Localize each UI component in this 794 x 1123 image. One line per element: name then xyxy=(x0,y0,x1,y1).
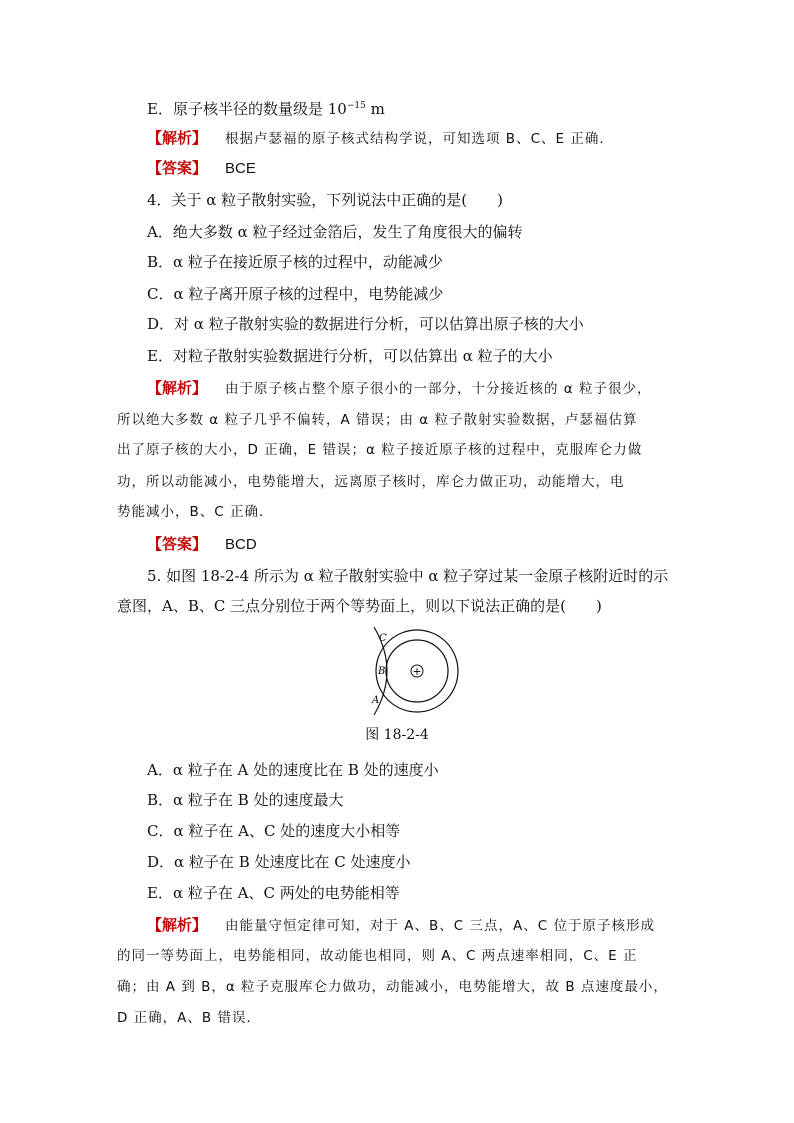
label-c: C xyxy=(379,633,387,644)
q4-option-a: A．绝大多数 α 粒子经过金箔后，发生了角度很大的偏转 xyxy=(147,223,523,241)
q4-option-e: E．对粒子散射实验数据进行分析，可以估算出 α 粒子的大小 xyxy=(147,347,553,365)
q3-analysis xyxy=(147,128,605,149)
answer-value: BCD xyxy=(225,536,257,553)
answer-tag: 【答案】 xyxy=(147,535,208,553)
q5-analysis-line-2: 的同一等势面上，电势能相同，故动能也相同，则 A、C 两点速率相同，C、E 正 xyxy=(117,948,638,964)
q5-analysis-line-3: 确；由 A 到 B，α 粒子克服库仑力做功，动能减小，电势能增大，故 B 点速度最小， xyxy=(117,979,668,995)
nucleus-sign: + xyxy=(412,665,422,678)
q3-option-e: E．原子核半径的数量级是 $10^{-15}$ m xyxy=(147,100,385,118)
q4-analysis-line-3: 出了原子核的大小，D 正确，E 错误；α 粒子接近原子核的过程中，克服库仑力做 xyxy=(117,442,643,458)
q5-option-a: A．α 粒子在 A 处的速度比在 B 处的速度小 xyxy=(147,761,439,779)
q4-analysis-line-4: 功，所以动能减小，电势能增大，远离原子核时，库仑力做正功，动能增大，电 xyxy=(117,474,625,490)
analysis-tag: 【解析】 xyxy=(147,379,208,397)
q4-option-d: D．对 α 粒子散射实验的数据进行分析，可以估算出原子核的大小 xyxy=(147,315,584,333)
q5-option-c: C．α 粒子在 A、C 处的速度大小相等 xyxy=(147,822,401,840)
analysis-tag: 【解析】 xyxy=(147,129,208,147)
q5-stem-line-2: 意图，A、B、C 三点分别位于两个等势面上，则以下说法正确的是( ) xyxy=(117,597,602,615)
answer-tag: 【答案】 xyxy=(147,159,208,177)
figure-caption: 图 18-2-4 xyxy=(365,727,429,743)
alpha-scattering-figure xyxy=(364,625,474,717)
analysis-text: 根据卢瑟福的原子核式结构学说，可知选项 B、C、E 正确. xyxy=(225,131,605,147)
q5-option-d: D．α 粒子在 B 处速度比在 C 处速度小 xyxy=(147,853,411,871)
q4-analysis-line-1: 【解析】 由于原子核占整个原子很小的一部分，十分接近核的 α 粒子很少， xyxy=(147,379,652,397)
exponent: −15 xyxy=(346,101,366,111)
q5-analysis-line-1: 【解析】 由能量守恒定律可知，对于 A、B、C 三点，A、C 位于原子核形成 xyxy=(147,916,655,934)
q5-option-e: E．α 粒子在 A、C 两处的电势能相等 xyxy=(147,884,400,902)
q4-answer xyxy=(147,534,257,555)
q4-option-c: C．α 粒子离开原子核的过程中，电势能减少 xyxy=(147,285,444,303)
label-a: A xyxy=(372,695,380,706)
q4-analysis-line-5: 势能减小，B、C 正确. xyxy=(117,504,265,520)
q5-analysis-line-4: D 正确，A、B 错误. xyxy=(117,1010,252,1026)
q5-option-b: B．α 粒子在 B 处的速度最大 xyxy=(147,791,344,809)
q4-analysis-line-2: 所以绝大多数 α 粒子几乎不偏转，A 错误；由 α 粒子散射实验数据，卢瑟福估算 xyxy=(117,412,638,428)
q3-answer xyxy=(147,158,256,179)
answer-value: BCE xyxy=(225,160,256,177)
q5-stem-line-1: 5. 如图 18-2-4 所示为 α 粒子散射实验中 α 粒子穿过某一金原子核附近时的示 xyxy=(147,567,669,585)
analysis-tag: 【解析】 xyxy=(147,916,208,934)
label-b: B xyxy=(378,666,386,677)
q4-stem: 4．关于 α 粒子散射实验，下列说法中正确的是( ) xyxy=(147,191,503,209)
q4-option-b: B．α 粒子在接近原子核的过程中，动能减少 xyxy=(147,253,443,271)
